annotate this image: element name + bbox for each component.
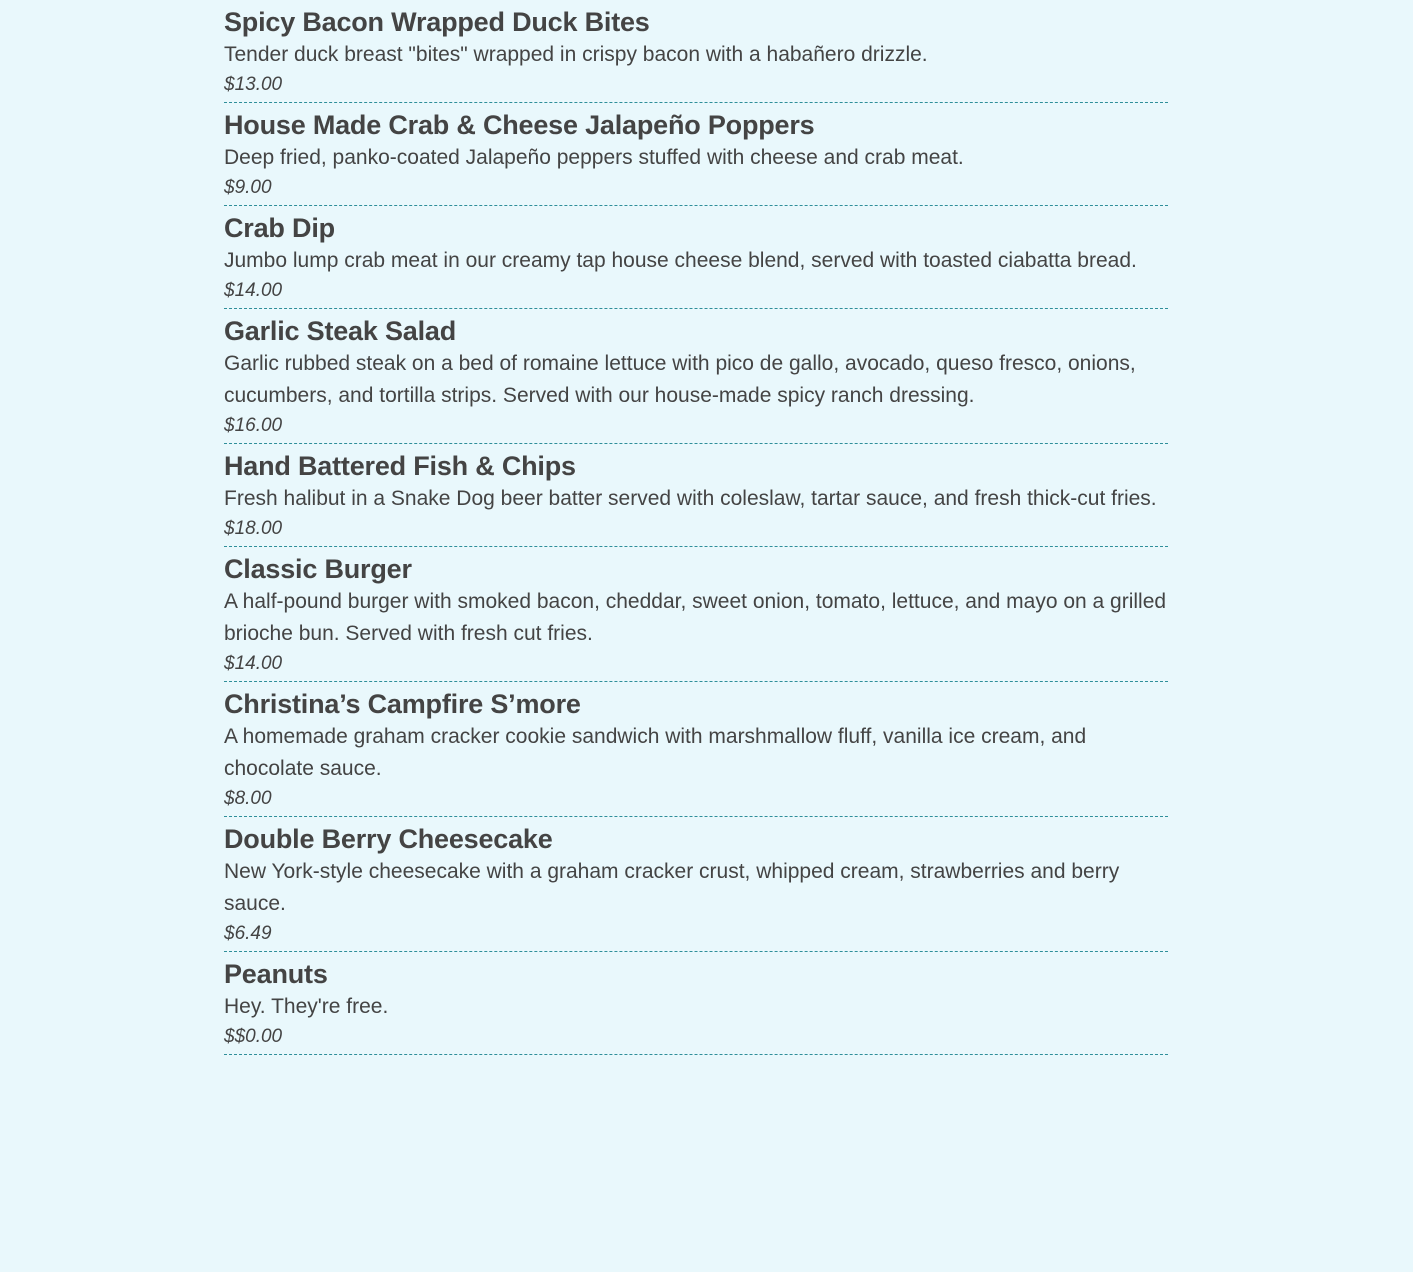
menu-item-description: Garlic rubbed steak on a bed of romaine lettuce with pico de gallo, avocado, queso fresco, onions, cucumbers, and tortilla strips. Served with our house-made spicy ranch dressing. [224, 352, 1136, 407]
menu-item-duck-bites [224, 0, 1168, 103]
menu-item-price: $14.00 [224, 280, 283, 301]
menu-item-smore [224, 682, 1168, 817]
menu-item-description: Jumbo lump crab meat in our creamy tap house cheese blend, served with toasted ciabatta bread. [224, 249, 1137, 272]
menu-item-description: A homemade graham cracker cookie sandwich with marshmallow fluff, vanilla ice cream, and chocolate sauce. [224, 725, 1087, 780]
menu-item-name: Classic Burger [224, 554, 412, 584]
menu-item-name: Peanuts [224, 959, 328, 989]
menu-item-price: $18.00 [224, 518, 283, 539]
menu-item-price: $8.00 [224, 788, 272, 809]
menu-item-name: House Made Crab & Cheese Jalapeño Poppers [224, 110, 815, 140]
menu-item-jalapeno-poppers [224, 103, 1168, 206]
menu-item-name: Christina’s Campfire S’more [224, 689, 581, 719]
menu-item-name: Double Berry Cheesecake [224, 824, 553, 854]
menu-item-description: Hey. They're free. [224, 995, 389, 1018]
menu-item-price: $9.00 [224, 177, 272, 198]
menu-list [224, 0, 1168, 1055]
menu-item-description: New York-style cheesecake with a graham cracker crust, whipped cream, strawberries and berry sauce. [224, 860, 1120, 915]
menu-item-price: $16.00 [224, 415, 283, 436]
menu-item-price: $13.00 [224, 74, 283, 95]
menu-item-crab-dip [224, 206, 1168, 309]
menu-item-description: A half-pound burger with smoked bacon, cheddar, sweet onion, tomato, lettuce, and mayo on a grilled brioche bun. Served with fresh cut fries. [224, 590, 1167, 645]
menu-item-description: Deep fried, panko-coated Jalapeño peppers stuffed with cheese and crab meat. [224, 146, 964, 169]
menu-item-price: $6.49 [224, 923, 272, 944]
menu-item-classic-burger [224, 547, 1168, 682]
menu-item-description: Fresh halibut in a Snake Dog beer batter served with coleslaw, tartar sauce, and fresh thick-cut fries. [224, 487, 1157, 510]
menu-item-cheesecake [224, 817, 1168, 952]
menu-item-name: Spicy Bacon Wrapped Duck Bites [224, 7, 650, 37]
menu-item-price: $$0.00 [224, 1026, 283, 1047]
menu-item-fish-chips [224, 444, 1168, 547]
menu-item-name: Garlic Steak Salad [224, 316, 457, 346]
menu-item-steak-salad [224, 309, 1168, 444]
menu-item-name: Crab Dip [224, 213, 335, 243]
menu-item-name: Hand Battered Fish & Chips [224, 451, 576, 481]
menu-item-price: $14.00 [224, 653, 283, 674]
menu-item-peanuts [224, 952, 1168, 1055]
menu-item-description: Tender duck breast "bites" wrapped in crispy bacon with a habañero drizzle. [224, 43, 928, 66]
